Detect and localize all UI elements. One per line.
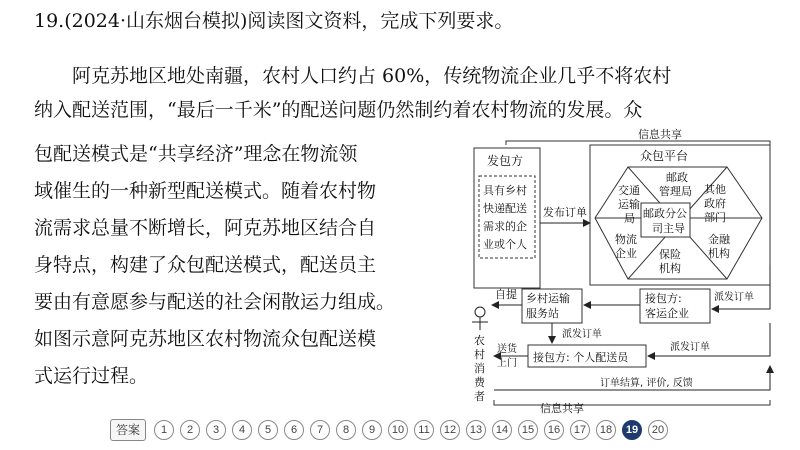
settlement-label: 订单结算, 评价, 反馈 [600, 378, 693, 389]
question-line-7: 身特点，构建了众包配送模式，配送员主 [34, 254, 377, 276]
transport-bureau-line-3: 局 [624, 212, 635, 225]
consumer-char-1: 农 [474, 334, 485, 347]
page-button-8[interactable]: 8 [336, 420, 356, 440]
page-button-7[interactable]: 7 [310, 420, 330, 440]
page-button-19[interactable]: 19 [622, 420, 642, 440]
insurance-line-1: 保险 [659, 248, 681, 261]
question-nav [110, 418, 674, 442]
question-line-2: 阿克苏地区地处南疆，农村人口约占 60%，传统物流企业几乎不将农村 [34, 65, 672, 87]
insurance-line-2: 机构 [659, 262, 681, 275]
page-button-14[interactable]: 14 [492, 420, 512, 440]
sender-line-1: 具有乡村 [483, 184, 527, 197]
page-button-20[interactable]: 20 [648, 420, 668, 440]
station-line-1: 乡村运输 [526, 292, 570, 305]
page-button-1[interactable]: 1 [154, 420, 174, 440]
transport-bureau-line-1: 交通 [618, 184, 640, 197]
sender-box [474, 148, 540, 288]
page-button-18[interactable]: 18 [596, 420, 616, 440]
question-line-8: 要由有意愿参与配送的社会闲散运力组成。 [34, 291, 396, 313]
receiver-company-line-2: 客运企业 [645, 307, 689, 320]
page-button-9[interactable]: 9 [362, 420, 382, 440]
page-button-17[interactable]: 17 [570, 420, 590, 440]
dispatch-label-1: 派发订单 [714, 292, 754, 303]
finance-line-1: 金融 [708, 233, 730, 246]
page-button-15[interactable]: 15 [518, 420, 538, 440]
consumer-char-5: 者 [474, 390, 485, 403]
page-button-4[interactable]: 4 [232, 420, 252, 440]
consumer-icon [472, 307, 488, 330]
info-share-bottom-label: 信息共享 [540, 402, 584, 415]
postal-bureau-line-2: 管理局 [659, 185, 692, 198]
consumer-char-2: 村 [474, 348, 485, 361]
sender-line-2: 快递配送 [483, 202, 527, 215]
page-button-12[interactable]: 12 [440, 420, 460, 440]
other-gov-line-2: 政府 [704, 197, 726, 210]
info-share-bottom-line [494, 400, 770, 405]
sender-title: 发包方 [487, 154, 524, 168]
delivery-line-2: 上门 [497, 358, 517, 369]
question-line-6: 流需求总量不断增长，阿克苏地区结合自 [34, 217, 377, 239]
logistics-line-1: 物流 [615, 233, 637, 246]
info-share-top-line [506, 141, 770, 145]
info-share-top-label: 信息共享 [638, 128, 682, 141]
consumer-char-4: 费 [474, 376, 485, 389]
sender-line-3: 需求的企 [483, 220, 527, 233]
page-list [154, 420, 674, 440]
question-line-4: 包配送模式是“共享经济”理念在物流领 [34, 143, 358, 165]
postal-bureau-line-1: 邮政 [666, 171, 688, 184]
page-button-3[interactable]: 3 [206, 420, 226, 440]
receiver-company-line-1: 接包方: [645, 292, 682, 305]
logistics-line-2: 企业 [615, 247, 637, 260]
page-button-2[interactable]: 2 [180, 420, 200, 440]
question-line-3: 纳入配送范围，“最后一千米”的配送问题仍然制约着农村物流的发展。众 [34, 99, 643, 121]
answer-button[interactable]: 答案 [110, 419, 146, 441]
page-button-5[interactable]: 5 [258, 420, 278, 440]
page-button-11[interactable]: 11 [414, 420, 434, 440]
finance-line-2: 机构 [708, 247, 730, 260]
center-line-2: 司主导 [652, 222, 685, 235]
sender-line-4: 业或个人 [483, 238, 527, 251]
question-line-10: 式运行过程。 [34, 365, 149, 387]
consumer-char-3: 消 [474, 362, 485, 375]
other-gov-line-1: 其他 [704, 183, 726, 196]
platform-title: 众包平台 [640, 149, 689, 163]
page-button-13[interactable]: 13 [466, 420, 486, 440]
self-pickup-label: 自提 [495, 288, 517, 301]
receiver-person-label: 接包方: 个人配送员 [533, 351, 629, 364]
other-gov-line-3: 部门 [704, 211, 726, 224]
dispatch-label-2: 派发订单 [562, 329, 602, 340]
question-line-1: 19.(2024·山东烟台模拟)阅读图文资料，完成下列要求。 [34, 10, 514, 32]
delivery-line-1: 送货 [497, 344, 517, 355]
page-button-6[interactable]: 6 [284, 420, 304, 440]
transport-bureau-line-2: 运输 [618, 198, 640, 211]
dispatch-label-3: 派发订单 [670, 342, 710, 353]
question-line-5: 域催生的一种新型配送模式。随着农村物 [34, 180, 377, 202]
page-button-16[interactable]: 16 [544, 420, 564, 440]
question-line-9: 如图示意阿克苏地区农村物流众包配送模 [34, 328, 377, 350]
center-line-1: 邮政分公 [643, 207, 687, 220]
station-line-2: 服务站 [526, 307, 559, 320]
publish-order-label: 发布订单 [543, 206, 587, 219]
page-button-10[interactable]: 10 [388, 420, 408, 440]
